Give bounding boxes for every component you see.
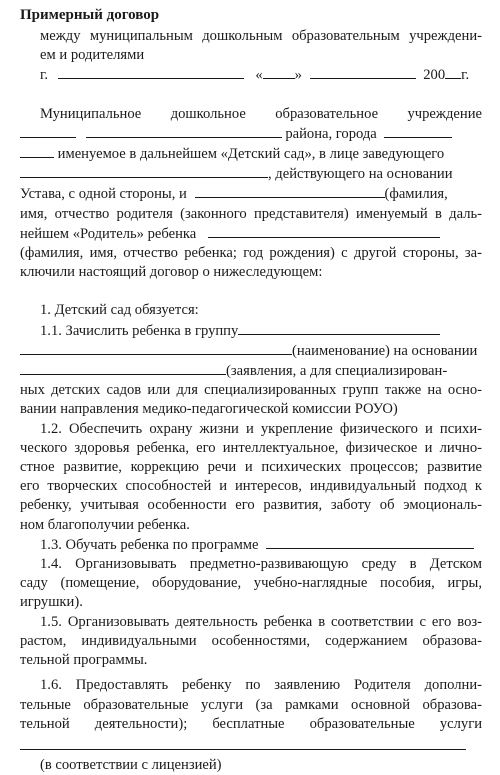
item-1-4-line-2: саду (помещение, оборудование, учебно-наглядные пособия, игры, — [20, 575, 482, 592]
city-name-blank[interactable] — [384, 124, 452, 138]
intro-line-6: имя, отчество родителя (законного представителя) именуемый в даль- — [20, 205, 482, 222]
intro-text: , действующего на основании — [268, 166, 453, 183]
group-blank[interactable] — [238, 321, 440, 335]
item-text: (заявления, а для специализирован- — [226, 363, 448, 380]
item-1-2-line-5: ребенку, учитывая особенности его развития, заботу об эмоциональ- — [20, 497, 482, 514]
district-blank[interactable] — [86, 124, 282, 138]
blank[interactable] — [20, 124, 76, 138]
item-1-5-line-2: растом, индивидуальными особенностями, содержанием образова- — [20, 632, 482, 649]
date-place-line — [20, 65, 482, 85]
services-blank[interactable] — [20, 736, 466, 750]
intro-line-9: ключили настоящий договор о нижеследующем: — [20, 264, 323, 281]
year-prefix: 200 — [423, 67, 446, 84]
intro-text: нейшем «Родитель» ребенка — [20, 225, 197, 242]
item-1-1-line-4: ных детских садов или для специализированных групп также на осно- — [20, 382, 482, 399]
group-name-blank[interactable] — [20, 341, 292, 355]
intro-line-8: (фамилия, имя, отчество ребенка; год рождения) с другой стороны, за- — [20, 245, 482, 262]
item-1-2-line-4: его творческих способностей и интересов, индивидуальный подход к — [20, 478, 482, 495]
item-1-2-line-3: стное развитие, коррекцию речи и психических процессов; развитие — [20, 459, 482, 476]
intro-text: района, города — [285, 125, 377, 142]
item-1-1-line-3 — [20, 361, 482, 381]
item-text: 1.3. Обучать ребенка по программе — [40, 536, 259, 553]
item-text: 1.1. Зачислить ребенка в группу — [40, 322, 239, 339]
intro-line-7 — [20, 224, 482, 244]
intro-text: именуемое в дальнейшем «Детский сад», в лице заведующего — [57, 146, 445, 163]
program-blank[interactable] — [266, 535, 474, 549]
item-1-4-line-1: 1.4. Организовывать предметно-развивающую среду в Детском — [40, 556, 482, 573]
basis-blank[interactable] — [20, 361, 226, 375]
child-name-blank[interactable] — [208, 224, 440, 238]
intro-line-2 — [20, 124, 482, 144]
city-label: г. — [40, 67, 48, 84]
item-1-1-line-1 — [20, 321, 482, 341]
item-1-6-line-3: тельной деятельности); бесплатные образовательные услуги — [20, 715, 482, 732]
intro-text: Устава, с одной стороны, и — [20, 186, 187, 203]
item-text: (наименование) на основании — [292, 342, 478, 359]
quote-close: » — [294, 67, 302, 84]
item-1-3 — [20, 535, 482, 555]
blank[interactable] — [20, 144, 54, 158]
item-1-2-line-2: ческого здоровья ребенка, его интеллектуальное, физическое и лично- — [20, 439, 482, 456]
item-1-6-line-2: тельные образовательные услуги (за рамками основной образова- — [20, 696, 482, 713]
quote-open: « — [255, 67, 263, 84]
month-blank[interactable] — [310, 65, 416, 79]
parent-name-blank[interactable] — [195, 184, 385, 198]
section-1-heading: 1. Детский сад обязуется: — [40, 302, 199, 319]
intro-line-1: Муниципальное дошкольное образовательное учреждение — [40, 105, 482, 122]
intro-line-5 — [20, 184, 482, 204]
item-1-6-line-1: 1.6. Предоставлять ребенку по заявлению Родителя дополни- — [40, 677, 482, 694]
year-blank[interactable] — [445, 65, 461, 79]
city-blank[interactable] — [58, 65, 244, 79]
intro-line-4 — [20, 164, 482, 184]
item-1-5-line-3: тельной программы. — [20, 652, 148, 669]
item-1-2-line-6: ном благополучии ребенка. — [20, 516, 190, 533]
intro-text: (фамилия, — [384, 186, 448, 203]
item-1-4-line-3: игрушки). — [20, 594, 83, 611]
item-1-6-line-4: (в соответствии с лицензией) — [40, 757, 222, 774]
services-blank-line — [20, 734, 482, 756]
head-name-blank[interactable] — [20, 164, 268, 178]
item-1-1-line-5: вании направления медико-педагогической комиссии РОУО) — [20, 401, 398, 418]
item-1-1-line-2 — [20, 341, 482, 361]
intro-line-3 — [20, 144, 482, 164]
item-1-2-line-1: 1.2. Обеспечить охрану жизни и укрепление физического и психи- — [40, 420, 482, 437]
day-blank[interactable] — [263, 65, 295, 79]
subtitle-line-2: ем и родителями — [40, 47, 145, 64]
subtitle-line-1: между муниципальным дошкольным образовательным учреждени- — [40, 28, 482, 44]
item-1-5-line-1: 1.5. Организовывать деятельность ребенка в соответствии с его воз- — [40, 613, 482, 630]
year-suffix: г. — [461, 67, 470, 84]
document-title: Примерный договор — [20, 7, 160, 23]
